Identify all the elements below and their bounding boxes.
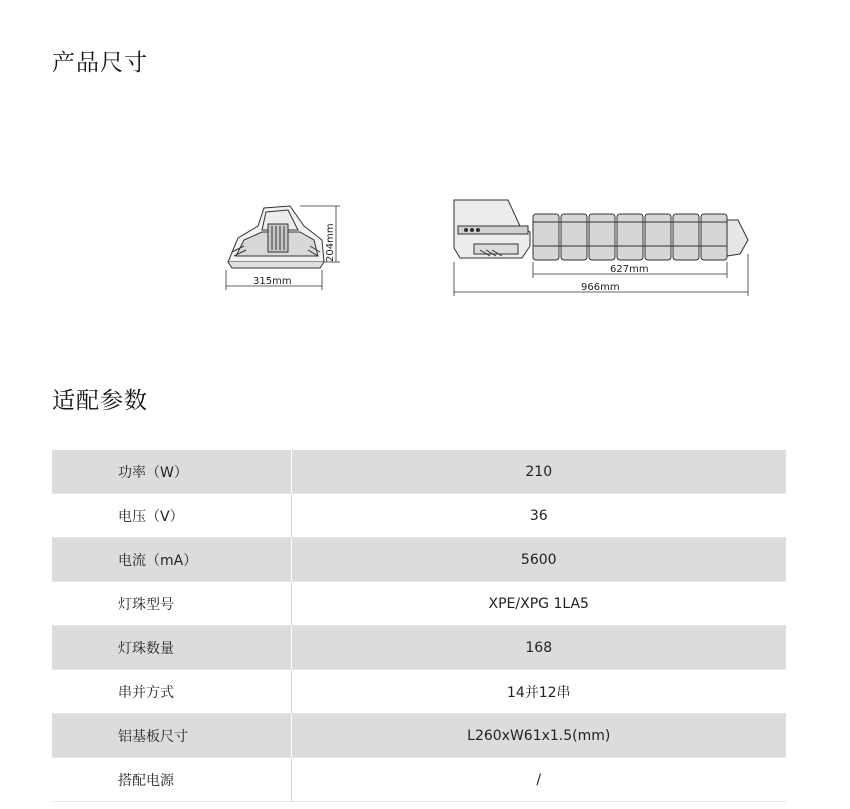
front-view-drawing: [228, 206, 324, 268]
spec-value: 14并12串: [291, 670, 786, 714]
spec-value: 36: [291, 494, 786, 538]
side-led-modules: [533, 214, 748, 260]
spec-label: 电流（mA）: [52, 538, 291, 582]
table-row: [52, 494, 786, 538]
spec-label: 功率（W）: [52, 450, 291, 494]
spec-value: L260xW61x1.5(mm): [291, 714, 786, 758]
table-row: [52, 714, 786, 758]
table-row: [52, 582, 786, 626]
spec-label: 灯珠数量: [52, 626, 291, 670]
spec-table: [52, 450, 786, 802]
table-row: [52, 626, 786, 670]
dimensions-section-title: 产品尺寸: [52, 50, 148, 76]
side-module-length-label: 627mm: [610, 264, 649, 275]
side-dimension-lines: [454, 254, 748, 296]
table-row: [52, 758, 786, 802]
front-width-label: 315mm: [253, 276, 292, 287]
spec-value: 5600: [291, 538, 786, 582]
spec-label: 搭配电源: [52, 758, 291, 802]
table-row: [52, 538, 786, 582]
front-height-label: 204mm: [325, 223, 336, 262]
spec-value: /: [291, 758, 786, 802]
table-row: [52, 450, 786, 494]
spec-value: 168: [291, 626, 786, 670]
spec-value: XPE/XPG 1LA5: [291, 582, 786, 626]
spec-label: 串并方式: [52, 670, 291, 714]
spec-value: 210: [291, 450, 786, 494]
table-row: [52, 670, 786, 714]
front-dimension-lines: [226, 206, 340, 290]
spec-label: 铝基板尺寸: [52, 714, 291, 758]
side-view-drawing: [454, 200, 530, 258]
side-total-length-label: 966mm: [581, 282, 620, 293]
spec-label: 电压（V）: [52, 494, 291, 538]
spec-label: 灯珠型号: [52, 582, 291, 626]
params-section-title: 适配参数: [52, 388, 148, 414]
